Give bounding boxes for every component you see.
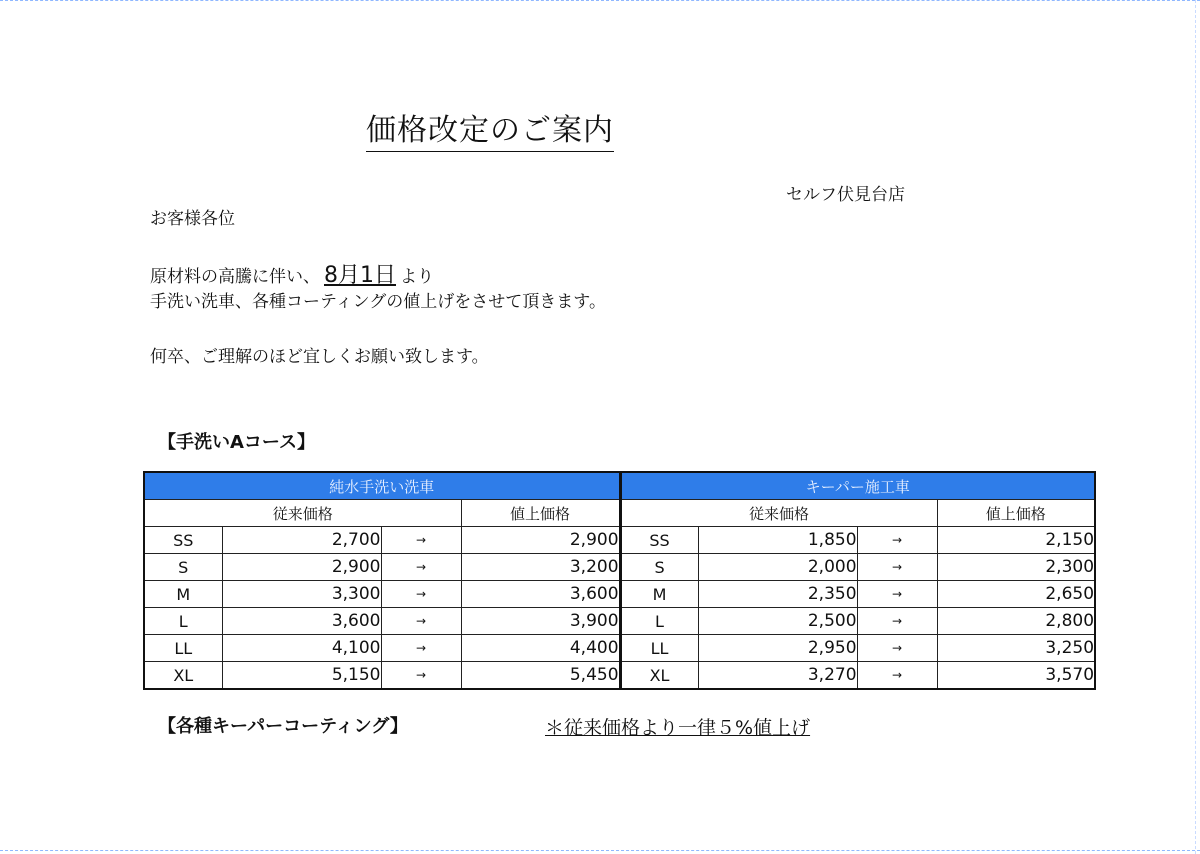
new-price-cell: 2,800 (937, 608, 1095, 635)
old-price-cell: 2,500 (698, 608, 857, 635)
scan-border-bottom (0, 850, 1200, 851)
old-price-cell: 3,600 (222, 608, 381, 635)
new-price-cell: 2,900 (461, 527, 620, 554)
table-row (144, 554, 1095, 581)
size-cell: L (620, 608, 698, 635)
shop-name: セルフ伏見台店 (786, 185, 905, 205)
old-price-cell: 1,850 (698, 527, 857, 554)
old-price-cell: 2,900 (222, 554, 381, 581)
size-cell: XL (620, 662, 698, 690)
old-price-cell: 5,150 (222, 662, 381, 690)
old-price-cell: 2,700 (222, 527, 381, 554)
size-cell: S (144, 554, 222, 581)
price-table (143, 471, 1096, 690)
size-cell: M (144, 581, 222, 608)
arrow-icon: → (381, 662, 461, 690)
table-row (144, 608, 1095, 635)
group-header-keeper: キーパー施工車 (620, 472, 1095, 500)
size-cell: LL (144, 635, 222, 662)
new-price-cell: 4,400 (461, 635, 620, 662)
arrow-icon: → (857, 581, 937, 608)
arrow-icon: → (381, 608, 461, 635)
notice-line-2: 手洗い洗車、各種コーティングの値上げをさせて頂きます。 (150, 292, 606, 312)
old-price-cell: 2,350 (698, 581, 857, 608)
col-header-new-price: 値上価格 (461, 500, 620, 527)
new-price-cell: 3,250 (937, 635, 1095, 662)
table-row (144, 527, 1095, 554)
arrow-icon: → (857, 662, 937, 690)
old-price-cell: 3,300 (222, 581, 381, 608)
effective-date: 8月1日 (324, 263, 396, 288)
new-price-cell: 2,300 (937, 554, 1095, 581)
scan-border-right (1195, 0, 1196, 854)
col-header-new-price: 値上価格 (937, 500, 1095, 527)
section-heading-hand-wash: 【手洗いAコース】 (158, 432, 316, 453)
new-price-cell: 3,600 (461, 581, 620, 608)
old-price-cell: 2,000 (698, 554, 857, 581)
section-heading-keeper-coating: 【各種キーパーコーティング】 (158, 716, 408, 737)
new-price-cell: 3,200 (461, 554, 620, 581)
notice-line-1 (150, 258, 434, 289)
new-price-cell: 5,450 (461, 662, 620, 690)
new-price-cell: 3,570 (937, 662, 1095, 690)
size-cell: S (620, 554, 698, 581)
col-header-old-price: 従来価格 (620, 500, 937, 527)
size-cell: XL (144, 662, 222, 690)
table-row (144, 635, 1095, 662)
col-header-old-price: 従来価格 (144, 500, 461, 527)
table-row (144, 581, 1095, 608)
size-cell: M (620, 581, 698, 608)
table-row (144, 662, 1095, 690)
new-price-cell: 3,900 (461, 608, 620, 635)
notice-line-1-pre: 原材料の高騰に伴い、 (150, 267, 320, 287)
new-price-cell: 2,150 (937, 527, 1095, 554)
arrow-icon: → (857, 608, 937, 635)
old-price-cell: 2,950 (698, 635, 857, 662)
new-price-cell: 2,650 (937, 581, 1095, 608)
arrow-icon: → (857, 527, 937, 554)
arrow-icon: → (857, 635, 937, 662)
old-price-cell: 4,100 (222, 635, 381, 662)
group-header-pure-water: 純水手洗い洗車 (144, 472, 620, 500)
arrow-icon: → (381, 635, 461, 662)
greeting: お客様各位 (150, 209, 235, 229)
size-cell: SS (144, 527, 222, 554)
old-price-cell: 3,270 (698, 662, 857, 690)
arrow-icon: → (857, 554, 937, 581)
price-increase-note: ＊従来価格より一律５%値上げ (545, 717, 811, 739)
arrow-icon: → (381, 554, 461, 581)
size-cell: SS (620, 527, 698, 554)
scan-border-top (0, 0, 1200, 1)
arrow-icon: → (381, 527, 461, 554)
page-title: 価格改定のご案内 (366, 112, 614, 152)
notice-line-1-post: より (400, 267, 434, 287)
arrow-icon: → (381, 581, 461, 608)
size-cell: L (144, 608, 222, 635)
notice-line-3: 何卒、ご理解のほど宜しくお願い致します。 (150, 347, 489, 367)
size-cell: LL (620, 635, 698, 662)
